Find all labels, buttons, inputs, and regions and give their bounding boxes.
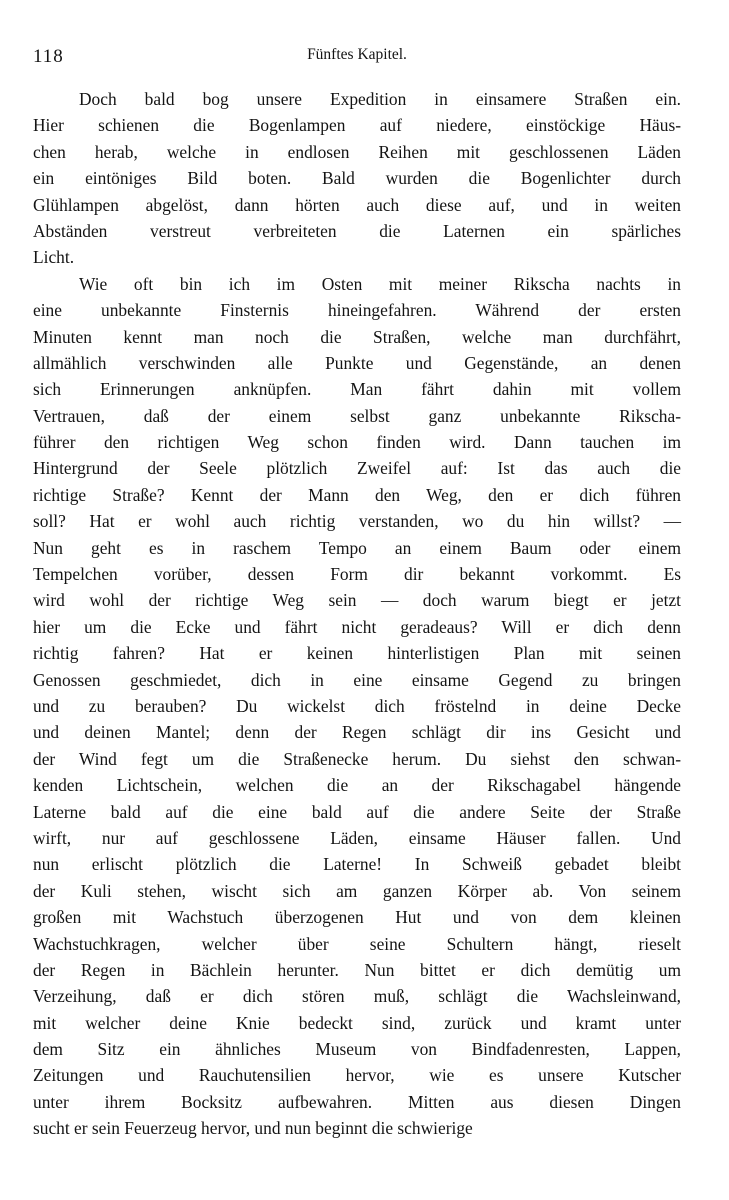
text-line: der Wind fegt um die Straßenecke herum. Du siehst den schwan- [33,748,681,769]
text-line: und zu berauben? Du wickelst dich fröstelnd in deine Decke [33,695,681,716]
text-line: unter ihrem Bocksitz aufbewahren. Mitten aus diesen Dingen [33,1091,681,1112]
text-line: Wachstuchkragen, welcher über seine Schultern hängt, rieselt [33,933,681,954]
text-line: kenden Lichtschein, welchen die an der Rikschagabel hängende [33,775,681,796]
text-line: Zeitungen und Rauchutensilien hervor, wie es unsere Kutscher [33,1065,681,1086]
text-line: Licht. [33,247,75,268]
paragraph-1 [33,86,681,271]
text-line: hier um die Ecke und fährt nicht geradeaus? Will er dich denn [33,616,681,637]
text-line: richtige Straße? Kennt der Mann den Weg, den er dich führen [33,484,681,505]
text-line: Verzeihung, daß er dich stören muß, schlägt die Wachsleinwand, [33,986,681,1007]
text-line: nun erlischt plötzlich die Laterne! In Schweiß gebadet bleibt [33,854,681,875]
text-line: ein eintöniges Bild boten. Bald wurden die Bogenlichter durch [33,168,681,189]
text-line: der Regen in Bächlein herunter. Nun bittet er dich demütig um [33,959,681,980]
text-line: wirft, nur auf geschlossene Läden, einsame Häuser fallen. Und [33,827,681,848]
text-line: allmählich verschwinden alle Punkte und Gegenstände, an denen [33,352,681,373]
text-line: Wie oft bin ich im Osten mit meiner Rikscha nachts in [79,273,681,294]
text-line: Nun geht es in raschem Tempo an einem Baum oder einem [33,537,681,558]
text-line: Doch bald bog unsere Expedition in einsamere Straßen ein. [79,89,681,109]
text-line: Hintergrund der Seele plötzlich Zweifel auf: Ist das auch die [33,458,681,479]
chapter-title: Fünftes Kapitel. [307,46,407,63]
text-line: dem Sitz ein ähnliches Museum von Bindfadenresten, Lappen, [33,1039,681,1060]
text-line: mit welcher deine Knie bedeckt sind, zurück und kramt unter [33,1012,681,1033]
text-line: soll? Hat er wohl auch richtig verstanden, wo du hin willst? — [33,511,681,532]
text-line: sich Erinnerungen anknüpfen. Man fährt dahin mit vollem [33,379,681,400]
text-line: Minuten kennt man noch die Straßen, welche man durchfährt, [33,326,681,347]
text-line: Glühlampen abgelöst, dann hörten auch diese auf, und in weiten [33,194,681,215]
text-line: und deinen Mantel; denn der Regen schlägt dir ins Gesicht und [33,722,681,743]
text-line: sucht er sein Feuerzeug hervor, und nun beginnt die schwierige [33,1118,473,1139]
page-number: 118 [33,46,64,67]
text-line: Vertrauen, daß der einem selbst ganz unbekannte Rikscha- [33,405,681,426]
text-line: Laterne bald auf die eine bald auf die andere Seite der Straße [33,801,681,822]
text-line: Tempelchen vorüber, dessen Form dir bekannt vorkommt. Es [33,564,681,585]
text-line: Genossen geschmiedet, dich in eine einsame Gegend zu bringen [33,669,681,690]
text-line: richtig fahren? Hat er keinen hinterlistigen Plan mit seinen [33,643,681,664]
text-line: Abständen verstreut verbreiteten die Laternen ein spärliches [33,220,681,241]
running-header [33,44,681,74]
text-line: Hier schienen die Bogenlampen auf niedere, einstöckige Häus- [33,115,681,136]
paragraph-2 [33,271,681,1142]
text-line: der Kuli stehen, wischt sich am ganzen Körper ab. Von seinem [33,880,681,901]
text-line: führer den richtigen Weg schon finden wird. Dann tauchen im [33,432,681,453]
body-text [33,86,681,1142]
text-line: wird wohl der richtige Weg sein — doch warum biegt er jetzt [33,590,681,611]
text-line: eine unbekannte Finsternis hineingefahren. Während der ersten [33,300,681,321]
text-line: großen mit Wachstuch überzogenen Hut und von dem kleinen [33,907,681,928]
text-line: chen herab, welche in endlosen Reihen mit geschlossenen Läden [33,141,681,162]
